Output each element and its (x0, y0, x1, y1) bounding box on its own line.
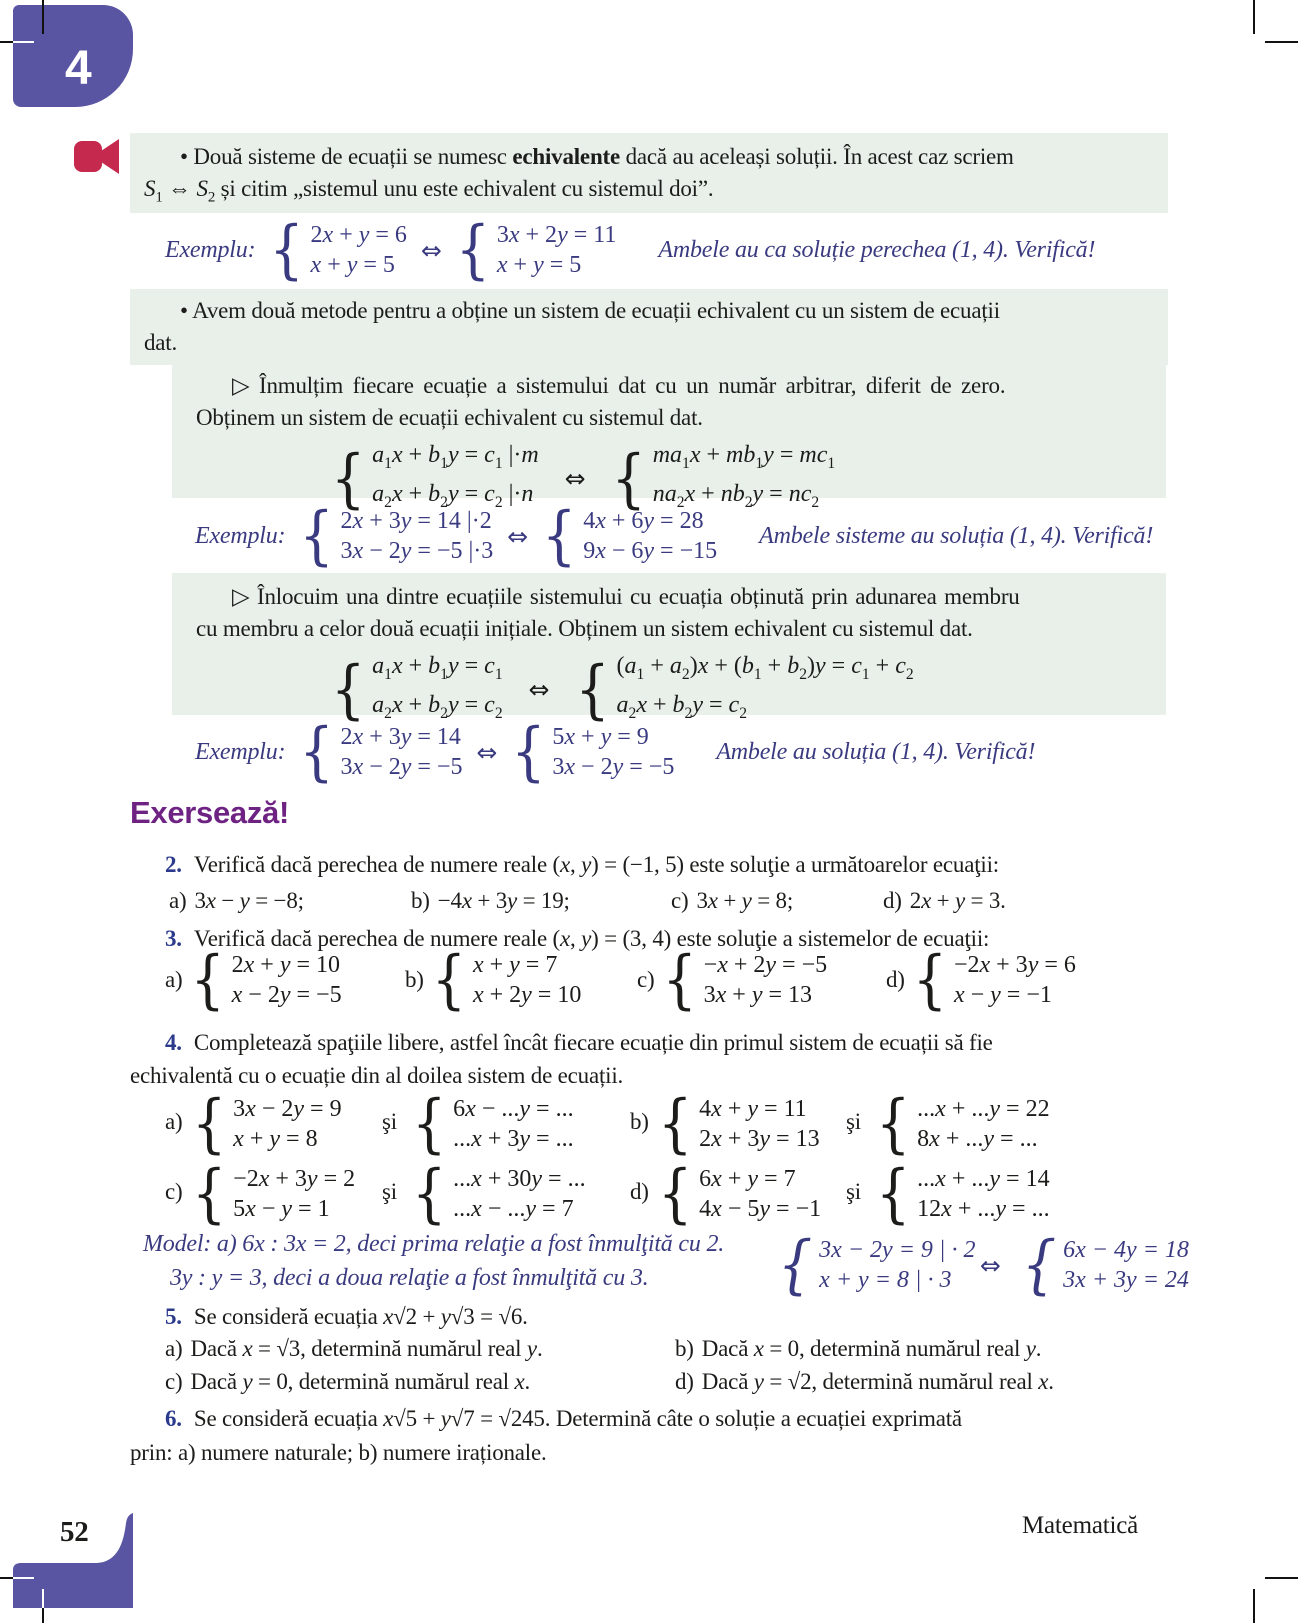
equation: 3x + y = 13 (703, 982, 813, 1008)
exercise-4-intro-1 (130, 1026, 993, 1059)
crop-mark (1265, 1577, 1298, 1579)
crop-mark (13, 41, 34, 43)
definition-line-1: • Două sisteme de ecuații se numesc echivalente dacă au aceleași soluții. În acest caz scriem (180, 144, 1014, 169)
equation: 8x + ...y = ... (917, 1126, 1038, 1152)
item-label: b) (630, 1109, 649, 1134)
crop-mark (1253, 0, 1255, 34)
equation: 2x + y = 6 (310, 222, 407, 248)
crop-mark (1265, 41, 1298, 43)
system-brace: { (658, 1156, 693, 1231)
system-brace: { (658, 1086, 693, 1161)
equation-system (1022, 1226, 1189, 1304)
exercise-intro-text: Se consideră ecuația x√2 + y√3 = √6. (193, 1304, 528, 1329)
equation: 5x − y = 1 (233, 1196, 330, 1222)
definition-line-2: $S_1$ ⇔ $S_2$ și citim „sistemul unu este echivalent cu sistemul doi”. (144, 176, 714, 206)
method-line-2: cu membru a celor două ecuații inițiale. Obținem un sistem echivalent cu sistemul dat. (196, 616, 973, 641)
exercise-number: 3. (165, 926, 182, 951)
equation: ...x + 30y = ... (453, 1166, 586, 1192)
equation: ...x + ...y = 14 (917, 1166, 1050, 1192)
equation: 6x + y = 7 (699, 1166, 796, 1192)
chapter-tab (13, 5, 133, 107)
equation: 2x + y = 10 (231, 952, 341, 978)
system-brace: { (269, 212, 304, 287)
equation: x + y = 8 | · 3 (819, 1267, 952, 1293)
equation: $ma_1x + mb_1y = mc_1$ (652, 442, 836, 472)
conjunction: şi (382, 1109, 397, 1134)
item-label: a) (165, 1109, 183, 1134)
equation: 3x − 2y = 9 (233, 1096, 342, 1122)
system-brace: { (299, 498, 334, 573)
exercise-6-line-2: prin: a) numere naturale; b) numere iraționale. (130, 1440, 547, 1465)
item-label: d) (630, 1179, 649, 1204)
method-box-addition (172, 573, 1166, 727)
example-row-1 (165, 212, 1095, 288)
item-label: d) (675, 1369, 694, 1394)
equation: x + y = 5 (310, 252, 395, 278)
equation-system (412, 1158, 586, 1230)
model-line-1: Model: a) 6x : 3x = 2, deci prima relaţie a fost înmulţită cu 2. (143, 1231, 725, 1257)
equation: 3x + 2y = 11 (496, 222, 617, 248)
equivalence-arrow: ⇔ (528, 675, 550, 705)
equation: 4x + 6y = 28 (583, 508, 704, 534)
equivalence-arrow: ⇔ (420, 235, 442, 265)
example-note: Ambele sisteme au soluția (1, 4). Verifică! (759, 522, 1154, 549)
equation: 4x − 5y = −1 (699, 1196, 822, 1222)
exercise-5-intro (130, 1300, 528, 1333)
equation-system (876, 1158, 1050, 1230)
equation: x − 2y = −5 (231, 982, 342, 1008)
equation: $a_1x + b_1y = c_1$ |·m (372, 442, 539, 472)
equation-system (778, 1226, 975, 1304)
equation: 2x + y = 3. (909, 888, 1006, 913)
exercise-intro-text: Verifică dacă perechea de numere reale (x, y) = (3, 4) este soluţie a sistemelor de ecuaţii: (193, 926, 990, 951)
item-text: Dacă x = 0, determină numărul real y. (701, 1336, 1042, 1361)
system-brace: { (299, 714, 334, 789)
item-label: a) (165, 967, 183, 992)
exercise-number: 2. (165, 852, 182, 877)
conjunction: şi (382, 1179, 397, 1204)
exercise-item (165, 1369, 530, 1395)
crop-mark (13, 1577, 34, 1579)
equation: ...x − ...y = 7 (453, 1196, 574, 1222)
equation-system (299, 714, 463, 789)
system-brace: { (412, 1086, 447, 1161)
item-text: Dacă y = 0, determină numărul real x. (190, 1369, 531, 1394)
crop-mark (0, 1577, 13, 1579)
equivalence-arrow: ⇔ (980, 1250, 1001, 1280)
equation: 12x + ...y = ... (917, 1196, 1050, 1222)
exercise-5-row-2 (130, 1369, 1140, 1403)
methods-box (130, 289, 1168, 365)
item-label: b) (405, 967, 424, 992)
system-brace: { (455, 212, 490, 287)
item-label: c) (165, 1179, 183, 1204)
equivalence-arrow: ⇔ (476, 737, 498, 767)
item-label: b) (675, 1336, 694, 1361)
system-brace: { (412, 1156, 447, 1231)
system-brace: { (611, 441, 646, 516)
page-number: 52 (60, 1516, 89, 1548)
footer-tab-shape (13, 1513, 133, 1608)
equation-system (299, 498, 494, 573)
system-brace: { (912, 942, 947, 1017)
exercise-4-row-2 (130, 1158, 1190, 1230)
exercise-4-row-1 (130, 1088, 1190, 1160)
exercise-item (671, 888, 793, 914)
example-label: Exemplu: (195, 738, 286, 765)
system-equations (583, 506, 717, 566)
method-box-multiplication (172, 362, 1166, 516)
example-label: Exemplu: (165, 236, 256, 263)
system-brace: { (575, 652, 610, 727)
equation-system (511, 714, 675, 789)
system-brace: { (511, 714, 546, 789)
equation: 3x − 2y = 9 | · 2 (819, 1237, 976, 1263)
system-brace: { (192, 1086, 227, 1161)
system-brace: { (542, 498, 577, 573)
equation: $(a_1 + a_2)x + (b_1 + b_2)y = c_1 + c_2$ (616, 653, 914, 683)
exercise-item (883, 888, 1006, 914)
system-equations (497, 220, 617, 280)
equation: −x + 2y = −5 (703, 952, 828, 978)
model-solution (130, 1226, 1250, 1304)
item-label: c) (165, 1369, 183, 1394)
methods-line-2: dat. (144, 330, 178, 355)
system-equations (311, 220, 407, 280)
example-note: Ambele au ca soluție perechea (1, 4). Verifică! (658, 236, 1096, 263)
section-title: Exersează! (130, 795, 290, 830)
exercise-item (675, 1369, 1054, 1395)
equation: ...x + ...y = 22 (917, 1096, 1050, 1122)
crop-mark (1253, 1589, 1255, 1623)
exercise-number: 5. (165, 1304, 182, 1329)
equation: 3x − 2y = −5 |·3 (340, 538, 494, 564)
exercise-intro-text: Completează spaţiile libere, astfel încât fiecare ecuație din primul sistem de ecuații să fie (193, 1030, 993, 1055)
chapter-number: 4 (65, 42, 92, 95)
equation: 3x − y = −8; (194, 888, 304, 913)
labeled-system (637, 942, 828, 1017)
system-equations (341, 722, 463, 782)
item-label: b) (411, 888, 430, 913)
exercise-item (165, 1336, 543, 1362)
equation: 3x − 2y = −5 (552, 754, 675, 780)
system-brace: { (876, 1086, 911, 1161)
system-brace: { (192, 1156, 227, 1231)
labeled-system (405, 942, 582, 1017)
item-text: Dacă x = √3, determină numărul real y. (190, 1336, 543, 1361)
equation: $a_2x + b_2y = c_2$ (372, 691, 503, 722)
method-line-1: ▷ Înlocuim una dintre ecuațiile sistemului cu ecuația obținută prin adunarea membru (232, 584, 1020, 609)
equation-system (269, 212, 407, 287)
equation: x + 2y = 10 (472, 982, 582, 1008)
system-brace: { (431, 942, 466, 1017)
equation: ...x + 3y = ... (453, 1126, 574, 1152)
equation: 9x − 6y = −15 (583, 538, 718, 564)
equation: 4x + y = 11 (699, 1096, 807, 1122)
equation: 3x + 3y = 24 (1063, 1267, 1189, 1293)
equation-system (192, 1158, 355, 1230)
exercise-intro-text: Se consideră ecuația x√5 + y√7 = √245. Determină câte o soluție a ecuației exprimată (193, 1406, 962, 1431)
conjunction: şi (846, 1109, 861, 1134)
exercise-number: 4. (165, 1030, 182, 1055)
equation: 2x + 3y = 14 (340, 724, 461, 750)
model-line-2: 3y : y = 3, deci a doua relaţie a fost înmulţită cu 3. (170, 1265, 649, 1291)
equation: −4x + 3y = 19; (437, 888, 570, 913)
equation: x + y = 8 (233, 1126, 318, 1152)
definition-box-equivalent-systems (130, 133, 1168, 213)
system-brace: { (190, 942, 225, 1017)
system-brace: { (1022, 1227, 1057, 1302)
equation: 3x + y = 8; (696, 888, 794, 913)
video-camera-icon (74, 136, 120, 178)
exercise-3-systems (130, 942, 1190, 1024)
method-line-1: ▷ Înmulțim fiecare ecuație a sistemului dat cu un număr arbitrar, diferit de zero. (232, 373, 1006, 398)
item-label: a) (169, 888, 187, 913)
crop-mark (42, 0, 44, 34)
exercise-item (169, 888, 304, 914)
equation: x − y = −1 (953, 982, 1052, 1008)
equation: $na_2x + nb_2y = nc_2$ (652, 480, 820, 511)
item-label: c) (637, 967, 655, 992)
equation: x + y = 5 (496, 252, 582, 278)
example-row-2 (195, 498, 1153, 574)
example-note: Ambele au soluția (1, 4). Verifică! (716, 738, 1036, 765)
equation: $a_2x + b_2y = c_2$ (616, 691, 747, 722)
method-line-2: Obținem un sistem de ecuații echivalent cu sistemul dat. (196, 405, 703, 430)
exercise-5-row-1 (130, 1336, 1140, 1370)
equation-system (192, 1088, 342, 1160)
equation-system (658, 1158, 821, 1230)
item-label: d) (886, 967, 905, 992)
item-label: c) (671, 888, 689, 913)
equation: 2x + 3y = 14 |·2 (340, 508, 492, 534)
equation: x + y = 7 (472, 952, 558, 978)
item-text: Dacă y = √2, determină numărul real x. (701, 1369, 1054, 1394)
exercise-item (675, 1336, 1041, 1362)
labeled-system (886, 942, 1076, 1017)
system-brace: { (331, 652, 366, 727)
equivalence-arrow: ⇔ (507, 521, 529, 551)
equation-system (876, 1088, 1050, 1160)
crop-mark (42, 1608, 44, 1623)
exercise-6-line-1 (130, 1402, 962, 1435)
system-brace: { (778, 1227, 813, 1302)
equation: 3x − 2y = −5 (340, 754, 463, 780)
exercise-2-intro (130, 848, 999, 881)
equation-system (658, 1088, 820, 1160)
system-brace: { (331, 441, 366, 516)
equation: 2x + 3y = 13 (699, 1126, 820, 1152)
equation-system (455, 212, 617, 287)
equation: $a_1x + b_1y = c_1$ (372, 653, 503, 683)
example-row-3 (195, 714, 1035, 790)
footer-subject: Matematică (1022, 1512, 1138, 1539)
exercise-intro-text: Verifică dacă perechea de numere reale (x, y) = (−1, 5) este soluţie a următoarelor ecuaţii: (193, 852, 999, 877)
exercise-number: 6. (165, 1406, 182, 1431)
item-label: d) (883, 888, 902, 913)
equation: 6x − ...y = ... (453, 1096, 574, 1122)
conjunction: şi (846, 1179, 861, 1204)
example-label: Exemplu: (195, 522, 286, 549)
equation: $a_2x + b_2y = c_2$ |·n (372, 480, 534, 511)
system-equations (341, 506, 494, 566)
crop-mark (0, 41, 13, 43)
item-label: a) (165, 1336, 183, 1361)
exercise-4-intro-2: echivalentă cu o ecuație din al doilea sistem de ecuații. (130, 1063, 624, 1088)
exercise-item (411, 888, 570, 914)
system-brace: { (876, 1156, 911, 1231)
equation: 6x − 4y = 18 (1063, 1237, 1189, 1263)
methods-line-1: • Avem două metode pentru a obține un sistem de ecuații echivalent cu un sistem de ecuații (180, 298, 1000, 323)
system-brace: { (662, 942, 697, 1017)
equation-system (412, 1088, 574, 1160)
equation: 5x + y = 9 (552, 724, 649, 750)
exercise-2-items (130, 888, 1140, 922)
labeled-system (165, 942, 342, 1017)
equation: −2x + 3y = 6 (953, 952, 1076, 978)
equivalence-arrow: ⇔ (564, 464, 586, 494)
equation: −2x + 3y = 2 (233, 1166, 356, 1192)
crop-mark (42, 1589, 44, 1608)
equation-system (542, 498, 718, 573)
system-equations (552, 722, 674, 782)
